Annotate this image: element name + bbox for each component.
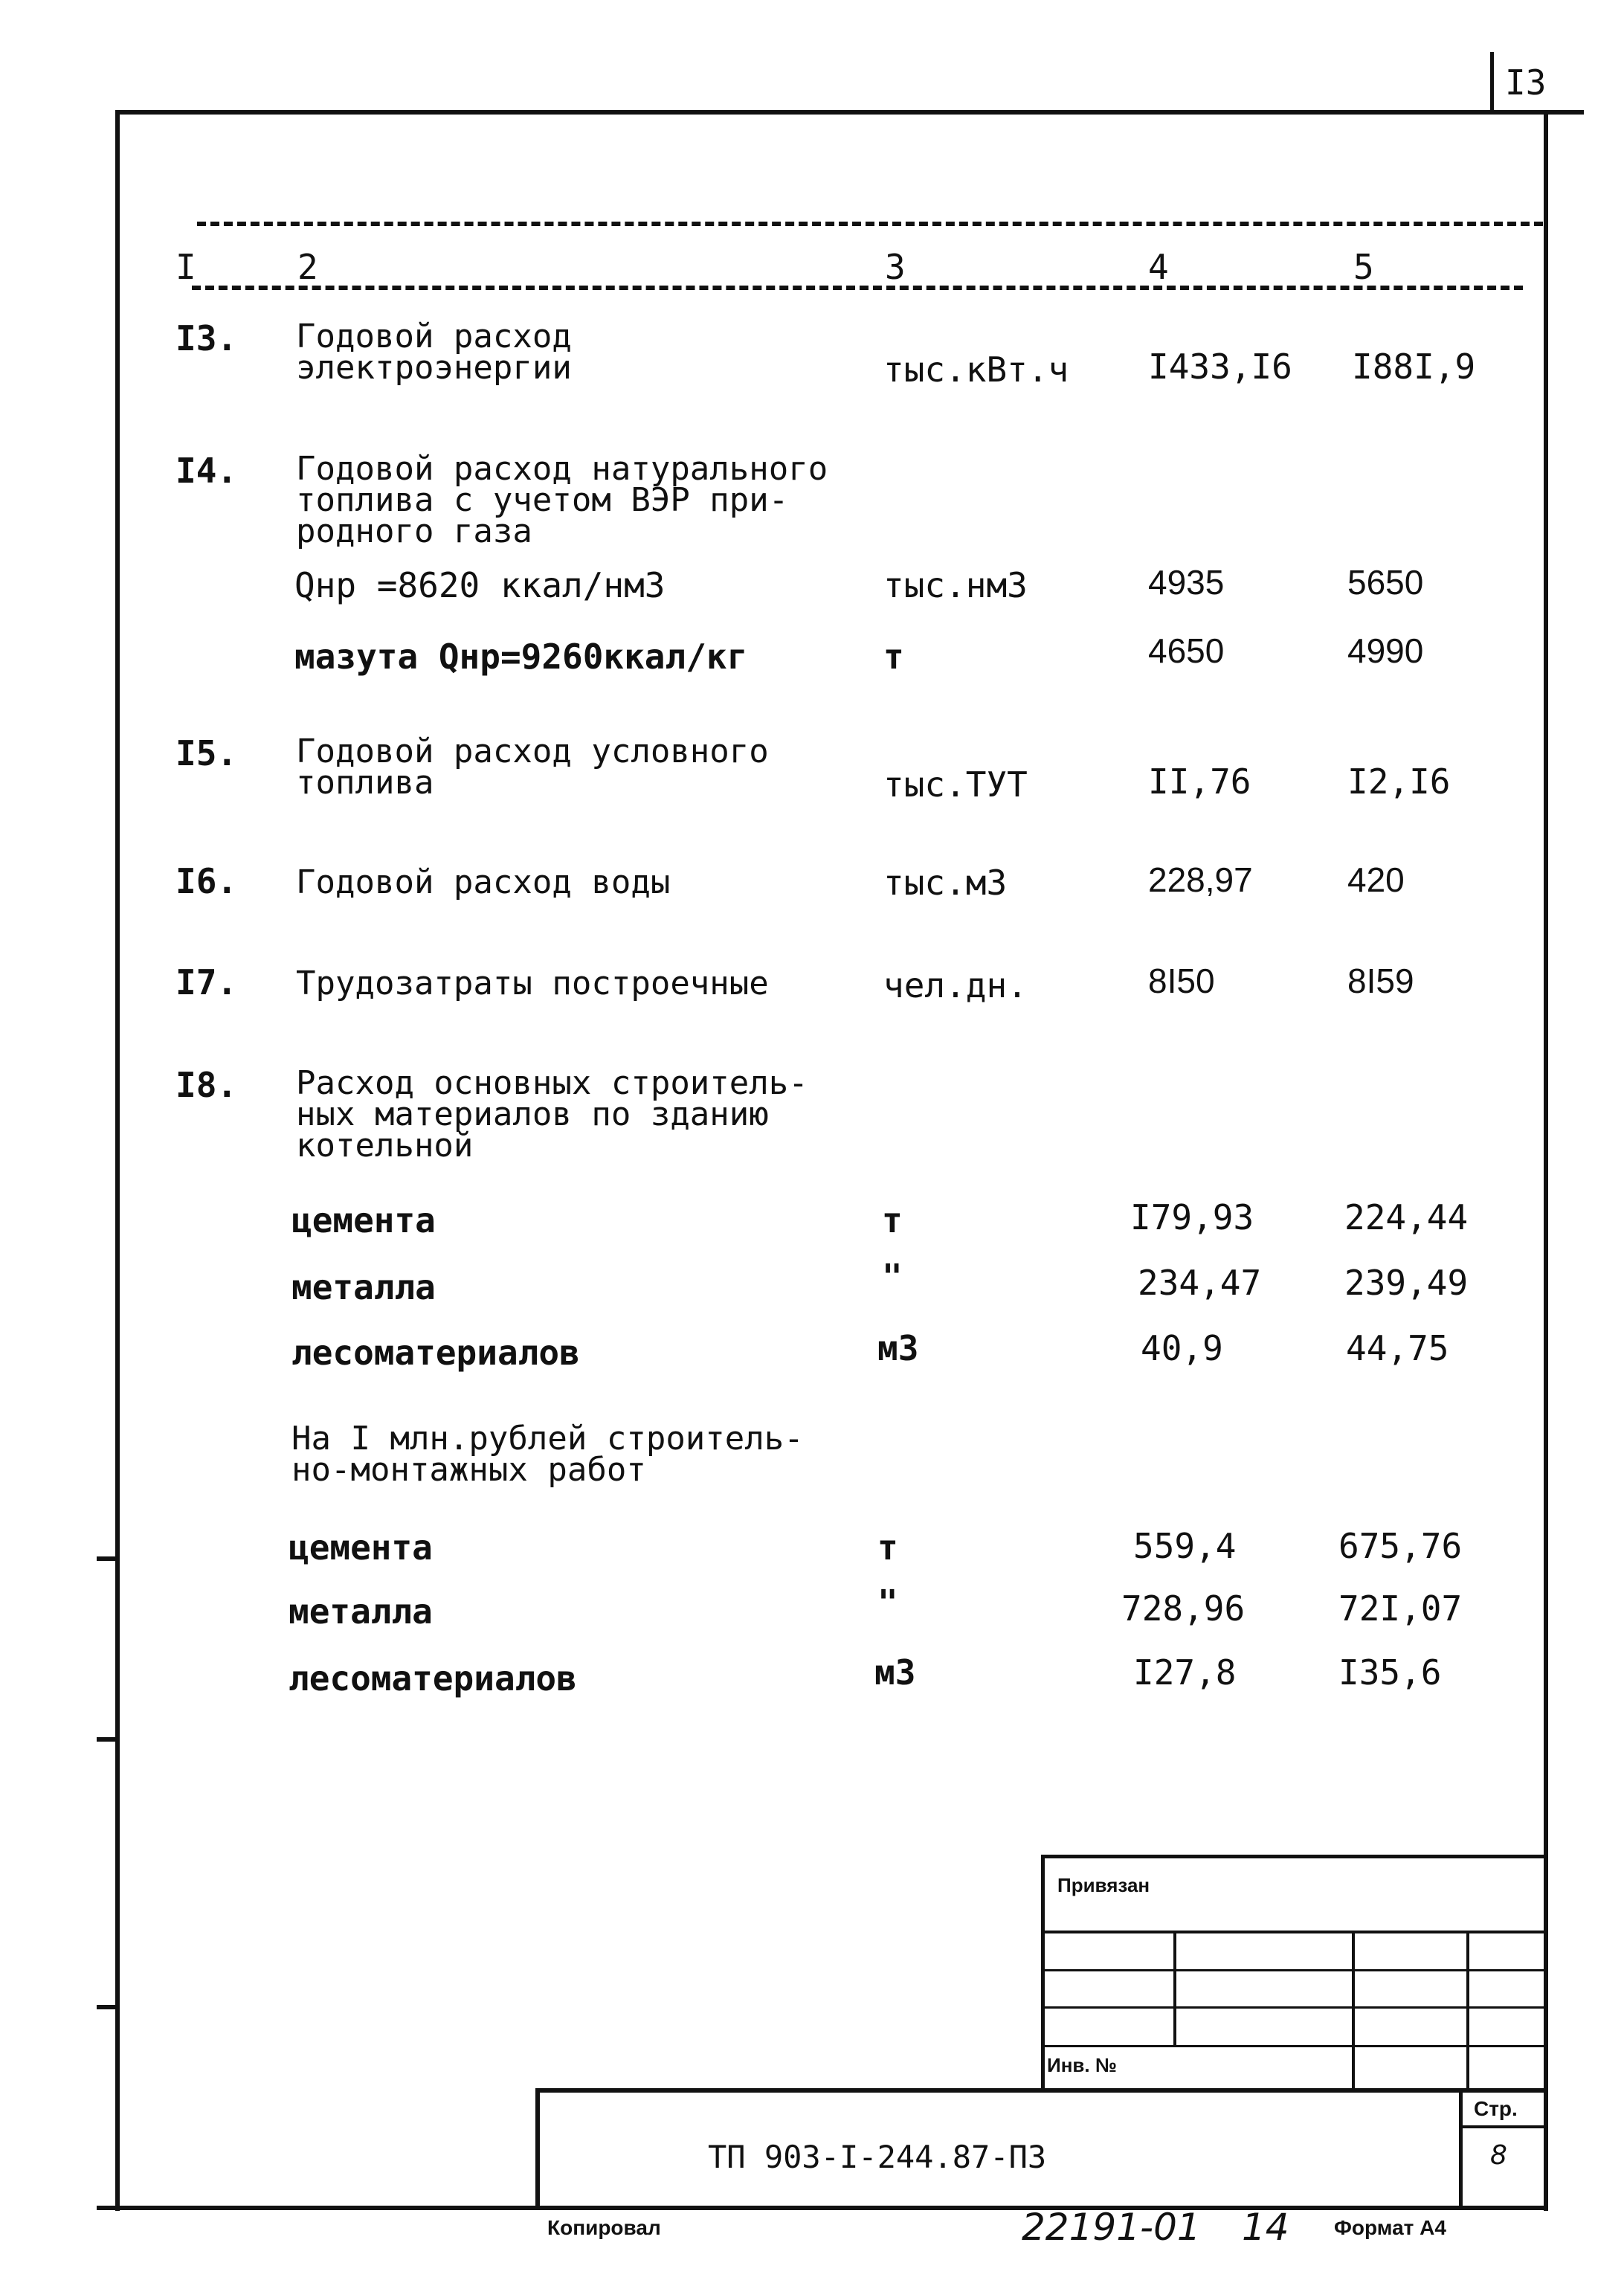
row-number: I6. (175, 861, 238, 901)
row-unit: тыс.нм3 (883, 565, 1028, 605)
sheet-number-divider (1490, 52, 1494, 112)
row-unit: м3 (874, 1652, 916, 1693)
header-dashed-rule-bottom (192, 286, 1523, 290)
row-label: Трудозатраты построечные (296, 965, 769, 1002)
row-value-col4: 40,9 (1141, 1328, 1223, 1368)
title-block (535, 2088, 1547, 2210)
document-code: ТП 903-I-244.87-ПЗ (708, 2139, 1047, 2175)
row-unit: м3 (877, 1328, 919, 1368)
copied-by-label: Копировал (547, 2216, 661, 2239)
row-value-col4: 559,4 (1133, 1526, 1237, 1566)
row-sub-label: Qнр =8620 ккал/нм3 (294, 565, 666, 605)
page-value: 8 (1490, 2140, 1507, 2171)
row-number: I8. (175, 1065, 238, 1105)
stamp-col-divider (1352, 1931, 1355, 2093)
row-value-col4: 728,96 (1121, 1588, 1246, 1629)
row-value-col5: 8I59 (1347, 962, 1414, 1000)
stamp-border-left (1041, 1855, 1045, 2093)
header-dashed-rule-top (197, 222, 1543, 226)
row-value-col4: 8I50 (1148, 962, 1215, 1000)
row-label: Годовой расход условного топлива (296, 732, 769, 802)
row-value-col5: I88I,9 (1352, 347, 1476, 387)
section-label: На I млн.рублей строитель- но-монтажных работ (291, 1420, 804, 1489)
row-sub-label: цемента (291, 1200, 436, 1240)
margin-tick (97, 1556, 119, 1561)
row-value-col5: 4990 (1347, 631, 1424, 670)
row-sub-label: цемента (289, 1527, 433, 1568)
stamp-border-top (1041, 1855, 1547, 1858)
privyazan-label: Привязан (1057, 1874, 1150, 1896)
margin-tick (97, 2005, 119, 2009)
row-value-col4: I433,I6 (1148, 347, 1292, 387)
row-value-col4: II,76 (1148, 761, 1251, 802)
row-unit: тыс.кВт.ч (883, 350, 1069, 390)
stamp-col-divider (1466, 1931, 1469, 2093)
row-sub-label: мазута Qнр=9260ккал/кг (294, 637, 748, 677)
row-value-col5: 224,44 (1344, 1197, 1469, 1237)
row-value-col5: 72I,07 (1338, 1588, 1463, 1629)
column-header-2: 2 (297, 247, 318, 287)
row-sub-label: металла (289, 1591, 433, 1632)
row-sub-label: лесоматериалов (291, 1333, 580, 1373)
column-header-3: 3 (885, 247, 906, 287)
row-label: Годовой расход воды (296, 863, 671, 901)
row-value-col5: 675,76 (1338, 1526, 1463, 1566)
row-unit: тыс.м3 (883, 863, 1008, 903)
row-unit: т (882, 1200, 903, 1240)
stamp-block (1041, 1855, 1547, 2093)
row-unit: " (877, 1582, 898, 1623)
row-label: Расход основных строитель- ных материалов по зданию котельной (296, 1064, 808, 1165)
row-value-col4: 4935 (1148, 563, 1225, 602)
inventory-number-label: Инв. № (1047, 2054, 1117, 2076)
row-value-col4: I27,8 (1133, 1652, 1237, 1693)
column-header-4: 4 (1148, 247, 1169, 287)
title-block-page-rule (1459, 2125, 1547, 2128)
row-unit: " (882, 1257, 903, 1297)
row-number: I4. (175, 451, 238, 491)
row-label: Годовой расход электроэнергии (296, 318, 572, 387)
stamp-rule (1041, 2045, 1547, 2047)
row-unit: чел.дн. (883, 965, 1028, 1005)
row-value-col5: I2,I6 (1347, 761, 1451, 802)
stamp-rule (1041, 1931, 1547, 1933)
row-value-col4: I79,93 (1130, 1197, 1254, 1237)
row-unit: тыс.ТУТ (883, 764, 1028, 805)
stamp-col-divider (1173, 1931, 1176, 2045)
row-value-col4: 4650 (1148, 631, 1225, 670)
title-block-border-top (535, 2088, 1547, 2093)
row-value-col4: 228,97 (1148, 860, 1253, 899)
column-header-1: I (175, 247, 196, 287)
row-value-col5: 239,49 (1344, 1263, 1469, 1303)
row-number: I7. (175, 962, 238, 1002)
row-value-col5: 44,75 (1346, 1328, 1449, 1368)
row-value-col5: 420 (1347, 860, 1405, 899)
column-header-5: 5 (1353, 247, 1374, 287)
title-block-page-divider (1459, 2088, 1463, 2210)
row-number: I3. (175, 318, 238, 358)
stamp-rule (1041, 2006, 1547, 2009)
margin-tick (97, 1737, 119, 1742)
frame-left-border (115, 110, 120, 2211)
row-value-col4: 234,47 (1138, 1263, 1262, 1303)
row-value-col5: I35,6 (1338, 1652, 1442, 1693)
row-value-col5: 5650 (1347, 563, 1424, 602)
page-label: Стр. (1474, 2097, 1518, 2120)
sheet-number: I3 (1505, 62, 1547, 103)
row-label: Годовой расход натурального топлива с учетом ВЭР при- родного газа (296, 450, 828, 550)
row-unit: т (883, 637, 904, 677)
title-block-border-left (535, 2088, 540, 2210)
stamp-rule (1041, 1969, 1547, 1971)
row-sub-label: лесоматериалов (289, 1658, 577, 1698)
row-unit: т (877, 1527, 898, 1568)
row-sub-label: металла (291, 1267, 436, 1307)
archive-number: 22191-01 (1022, 2206, 1201, 2249)
handwritten-sheet: 14 (1242, 2206, 1289, 2249)
row-number: I5. (175, 733, 238, 773)
format-label: Формат А4 (1334, 2216, 1446, 2239)
frame-top-border (115, 110, 1584, 115)
